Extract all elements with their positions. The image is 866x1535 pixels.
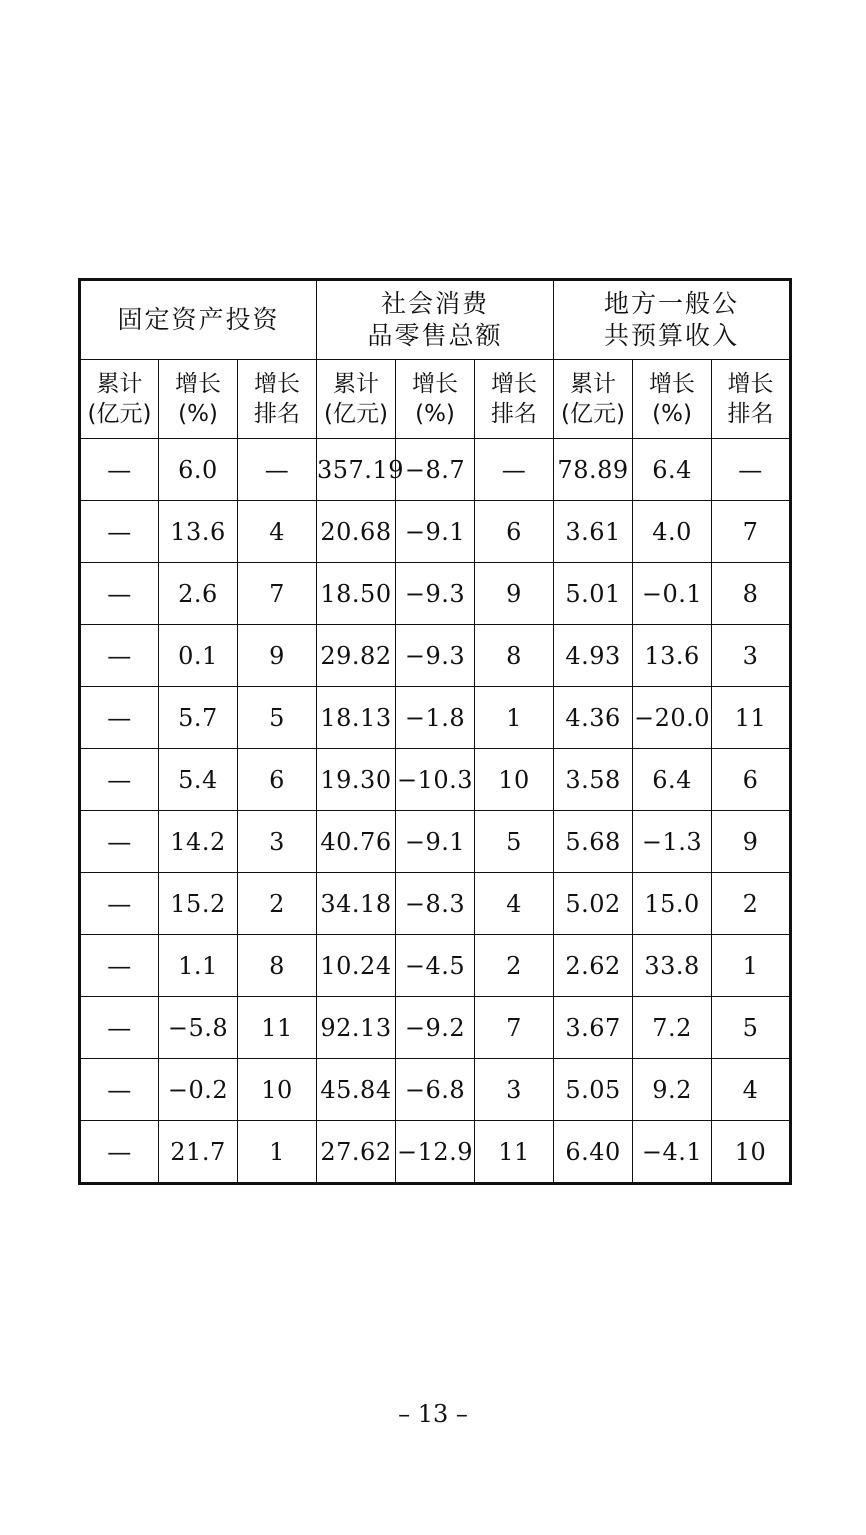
table-cell: 6 <box>712 749 791 811</box>
table-cell: — <box>80 625 159 687</box>
table-cell: −20.0 <box>633 687 712 749</box>
table-cell: — <box>80 1059 159 1121</box>
table-cell: 5.05 <box>554 1059 633 1121</box>
group-header-row <box>80 280 791 360</box>
table-cell: 6 <box>238 749 317 811</box>
table-cell: 7 <box>238 563 317 625</box>
column-header-line1: 增长 <box>175 371 221 397</box>
table-cell: −1.8 <box>396 687 475 749</box>
table-cell: 5.4 <box>159 749 238 811</box>
group-header-label: 社会消费 <box>381 289 490 318</box>
table-cell: 78.89 <box>554 439 633 501</box>
table-row <box>80 1121 791 1184</box>
table-cell: 0.1 <box>159 625 238 687</box>
column-header <box>475 360 554 439</box>
table-cell: −4.1 <box>633 1121 712 1184</box>
table-cell: 1 <box>712 935 791 997</box>
table-row <box>80 625 791 687</box>
table-cell: 11 <box>238 997 317 1059</box>
column-header <box>633 360 712 439</box>
table-cell: 5.68 <box>554 811 633 873</box>
group-header-label: 固定资产投资 <box>117 305 280 334</box>
group-header-fixed-asset-investment <box>80 280 317 360</box>
column-header-line1: 累计 <box>570 371 617 397</box>
column-header-line2: (亿元) <box>561 401 625 427</box>
table-body <box>80 439 791 1184</box>
table-cell: 10 <box>238 1059 317 1121</box>
statistics-table <box>78 278 792 1185</box>
table-cell: — <box>80 935 159 997</box>
table-cell: 40.76 <box>317 811 396 873</box>
table-cell: — <box>80 439 159 501</box>
column-header <box>80 360 159 439</box>
table-cell: 4.36 <box>554 687 633 749</box>
table-cell: — <box>80 811 159 873</box>
table-cell: −9.2 <box>396 997 475 1059</box>
table-cell: −8.3 <box>396 873 475 935</box>
table-cell: — <box>80 997 159 1059</box>
table-cell: 9 <box>238 625 317 687</box>
column-header <box>554 360 633 439</box>
table-cell: 8 <box>712 563 791 625</box>
table-cell: — <box>80 1121 159 1184</box>
column-header <box>712 360 791 439</box>
table-cell: 2.6 <box>159 563 238 625</box>
table-cell: 4 <box>238 501 317 563</box>
table-cell: 27.62 <box>317 1121 396 1184</box>
table-cell: −12.9 <box>396 1121 475 1184</box>
table-cell: 7.2 <box>633 997 712 1059</box>
column-header-line1: 累计 <box>333 371 379 397</box>
table-row <box>80 749 791 811</box>
table-row <box>80 1059 791 1121</box>
table-cell: 2 <box>712 873 791 935</box>
table-cell: −5.8 <box>159 997 238 1059</box>
group-header-label: 品零售总额 <box>367 321 503 350</box>
table-cell: 10 <box>712 1121 791 1184</box>
table-cell: 4.0 <box>633 501 712 563</box>
table-cell: 6.4 <box>633 749 712 811</box>
table-cell: −1.3 <box>633 811 712 873</box>
table-cell: 4.93 <box>554 625 633 687</box>
column-header-line1: 增长 <box>254 371 300 397</box>
table-cell: 6.4 <box>633 439 712 501</box>
table-cell: −9.3 <box>396 625 475 687</box>
table-cell: 9.2 <box>633 1059 712 1121</box>
table-cell: 21.7 <box>159 1121 238 1184</box>
table-row <box>80 997 791 1059</box>
table-cell: 2 <box>238 873 317 935</box>
group-header-public-budget-revenue <box>554 280 791 360</box>
table-row <box>80 811 791 873</box>
column-header-line2: 排名 <box>491 401 538 427</box>
table-row <box>80 687 791 749</box>
table-cell: 34.18 <box>317 873 396 935</box>
table-cell: — <box>80 873 159 935</box>
table-cell: 1 <box>475 687 554 749</box>
table-cell: 18.13 <box>317 687 396 749</box>
table-cell: 10 <box>475 749 554 811</box>
table-cell: — <box>712 439 791 501</box>
table-cell: 7 <box>475 997 554 1059</box>
table-cell: 11 <box>475 1121 554 1184</box>
page-number: – 13 – <box>398 1400 468 1428</box>
table-cell: 15.0 <box>633 873 712 935</box>
column-header-line2: 排名 <box>727 401 774 427</box>
table-cell: 1.1 <box>159 935 238 997</box>
table-cell: 7 <box>712 501 791 563</box>
table-cell: 9 <box>712 811 791 873</box>
table-cell: 357.19 <box>317 439 396 501</box>
table-cell: 8 <box>475 625 554 687</box>
table-cell: 45.84 <box>317 1059 396 1121</box>
table-cell: 10.24 <box>317 935 396 997</box>
table-cell: 9 <box>475 563 554 625</box>
column-header-line2: (%) <box>178 401 218 427</box>
table-cell: 6.40 <box>554 1121 633 1184</box>
table-cell: 13.6 <box>159 501 238 563</box>
column-header-line1: 增长 <box>727 371 774 397</box>
table-cell: 5.01 <box>554 563 633 625</box>
column-header-line1: 增长 <box>649 371 696 397</box>
column-header <box>159 360 238 439</box>
table-cell: 92.13 <box>317 997 396 1059</box>
table-cell: 3 <box>475 1059 554 1121</box>
table-cell: 5.7 <box>159 687 238 749</box>
column-header-line1: 累计 <box>96 371 143 397</box>
table-cell: 8 <box>238 935 317 997</box>
column-header-line2: (亿元) <box>324 401 388 427</box>
table-cell: 13.6 <box>633 625 712 687</box>
group-header-label: 地方一般公 <box>604 289 740 318</box>
table-cell: 3.67 <box>554 997 633 1059</box>
table-cell: −9.3 <box>396 563 475 625</box>
table-cell: 4 <box>712 1059 791 1121</box>
table-cell: 6 <box>475 501 554 563</box>
table-cell: 3.61 <box>554 501 633 563</box>
column-header-line2: (亿元) <box>87 401 152 427</box>
table-cell: 5.02 <box>554 873 633 935</box>
column-header <box>238 360 317 439</box>
table-row <box>80 501 791 563</box>
column-header <box>396 360 475 439</box>
table-cell: 1 <box>238 1121 317 1184</box>
table-cell: 18.50 <box>317 563 396 625</box>
table-cell: 5 <box>238 687 317 749</box>
table-cell: — <box>80 501 159 563</box>
table-cell: 3 <box>712 625 791 687</box>
table-cell: 19.30 <box>317 749 396 811</box>
table-cell: 20.68 <box>317 501 396 563</box>
table-row <box>80 935 791 997</box>
group-header-retail-sales <box>317 280 554 360</box>
table-cell: 2.62 <box>554 935 633 997</box>
table-cell: −9.1 <box>396 811 475 873</box>
column-header <box>317 360 396 439</box>
table-cell: — <box>475 439 554 501</box>
column-header-line2: (%) <box>652 401 692 427</box>
table-cell: 3.58 <box>554 749 633 811</box>
table-row <box>80 563 791 625</box>
table-cell: −6.8 <box>396 1059 475 1121</box>
table-cell: 3 <box>238 811 317 873</box>
table-cell: — <box>80 749 159 811</box>
table-cell: −0.1 <box>633 563 712 625</box>
column-header-line1: 增长 <box>491 371 538 397</box>
table-cell: 6.0 <box>159 439 238 501</box>
table-cell: 33.8 <box>633 935 712 997</box>
table-cell: −10.3 <box>396 749 475 811</box>
table-cell: 29.82 <box>317 625 396 687</box>
table-row <box>80 439 791 501</box>
table-cell: 14.2 <box>159 811 238 873</box>
table-cell: 5 <box>475 811 554 873</box>
table-cell: 15.2 <box>159 873 238 935</box>
table-row <box>80 873 791 935</box>
table-cell: −8.7 <box>396 439 475 501</box>
table-cell: 2 <box>475 935 554 997</box>
group-header-label: 共预算收入 <box>604 321 740 350</box>
table-cell: −0.2 <box>159 1059 238 1121</box>
table-cell: −9.1 <box>396 501 475 563</box>
table-cell: −4.5 <box>396 935 475 997</box>
table-cell: — <box>80 563 159 625</box>
table-cell: 5 <box>712 997 791 1059</box>
table-cell: — <box>80 687 159 749</box>
sub-header-row <box>80 360 791 439</box>
table-cell: — <box>238 439 317 501</box>
column-header-line2: (%) <box>415 401 455 427</box>
column-header-line2: 排名 <box>254 401 300 427</box>
table-cell: 4 <box>475 873 554 935</box>
column-header-line1: 增长 <box>412 371 458 397</box>
table-cell: 11 <box>712 687 791 749</box>
